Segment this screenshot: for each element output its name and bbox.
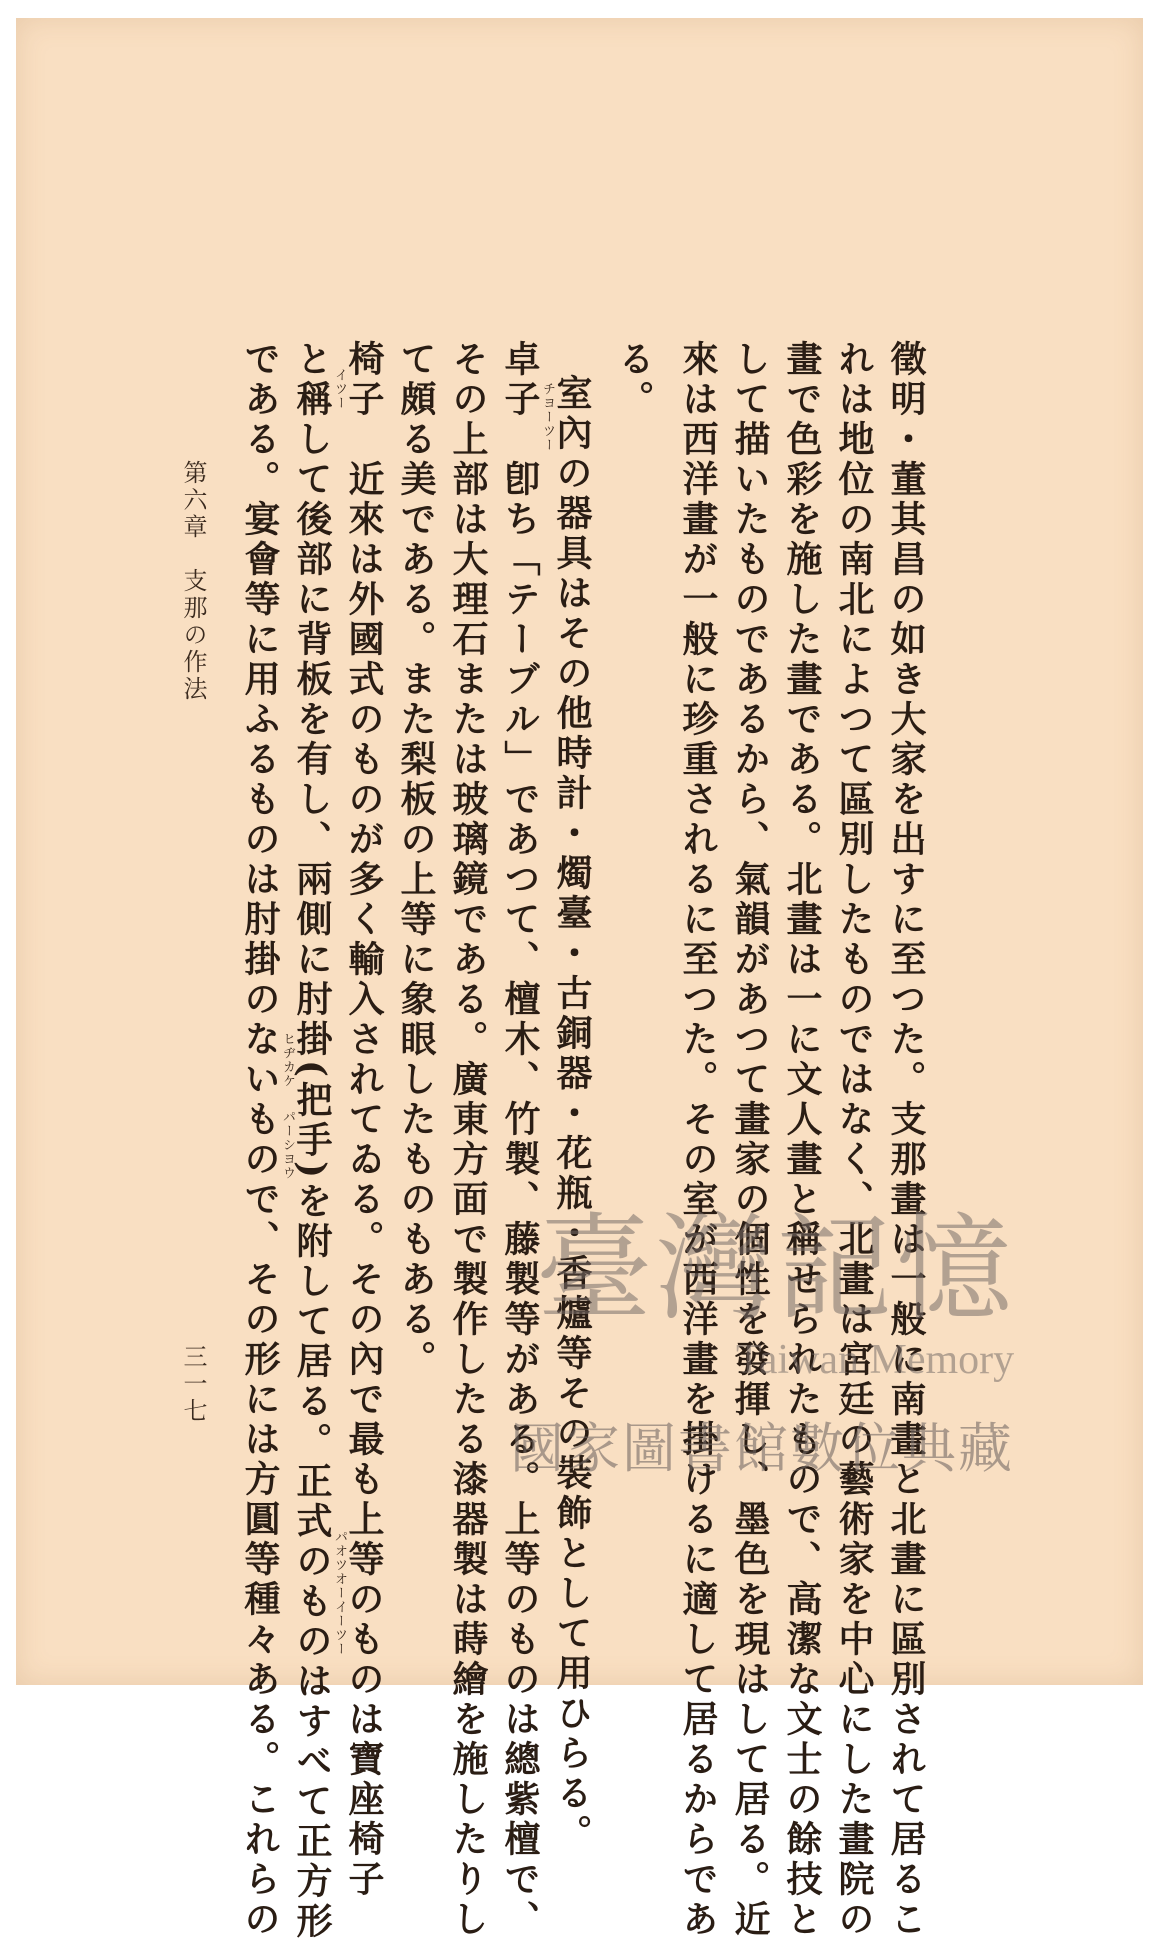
text-column-6: る。 [613,340,655,420]
text-column-9: その上部は大理石または玻璃鏡である。廣東方面で製作したる漆器製は蒔繪を施したりし [447,340,489,1940]
ruby-chair: イツー [332,368,347,410]
text-column-13: である。宴會等に用ふるものは肘掛のないもので、その形には方圓等種々ある。これらの [239,340,281,1940]
watermark-chinese: 臺灣記憶 [536,1202,1016,1337]
text-column-11: 椅子 近來は外國式のものが多く輸入されてゐる。その內で最も上等のものは寶座椅子 [343,340,385,1900]
ruby-table: チヨーツー [540,382,555,452]
ruby-armrest: ヒヂカケ [280,1032,295,1088]
text-column-7: 室內の器具はその他時計・燭臺・古銅器・花瓶・香爐等その裝飾として用ひらる。 [551,374,593,1854]
page-number: 三一七 [179,1344,207,1425]
ruby-throne-chair: パオツオーイーツー [332,1530,347,1656]
text-column-5: 來は西洋畫が一般に珍重されるに至つた。その室が西洋畫を掛けるに適して居るからであ [677,340,719,1940]
text-column-12: と稱して後部に背板を有し、兩側に肘掛(把手)を附して居る。正式のものはすべて正方形 [291,340,333,1942]
book-page [16,18,1143,1942]
text-column-1: 徵明・董其昌の如き大家を出すに至つた。支那畫は一般に南畫と北畫に區別されて居るこ [885,340,927,1940]
text-column-3: 畫で色彩を施した畫である。北畫は一に文人畫と稱せられたもので、高潔な文士の餘技と [781,340,823,1940]
text-column-2: れは地位の南北によつて區別したものではなく、北畫は宮廷の藝術家を中心にした畫院の [833,340,875,1940]
text-column-4: して描いたものであるから、氣韻があつて畫家の個性を發揮し、墨色を現はして居る。近 [729,340,771,1940]
chapter-title: 第六章 支那の作法 [179,460,207,703]
watermark-english: Taiwan Memory [736,1337,1015,1383]
watermark-library: 國家圖書館數位典藏 [510,1417,1014,1480]
ruby-handle: パーシヨウ [280,1110,295,1180]
text-column-8: 卓子 卽ち「テーブル」であつて、檀木、竹製、藤製等がある。上等のものは總紫檀で、 [499,340,541,1940]
text-column-10: て頗る美である。また梨板の上等に象眼したものもある。 [395,340,437,1380]
